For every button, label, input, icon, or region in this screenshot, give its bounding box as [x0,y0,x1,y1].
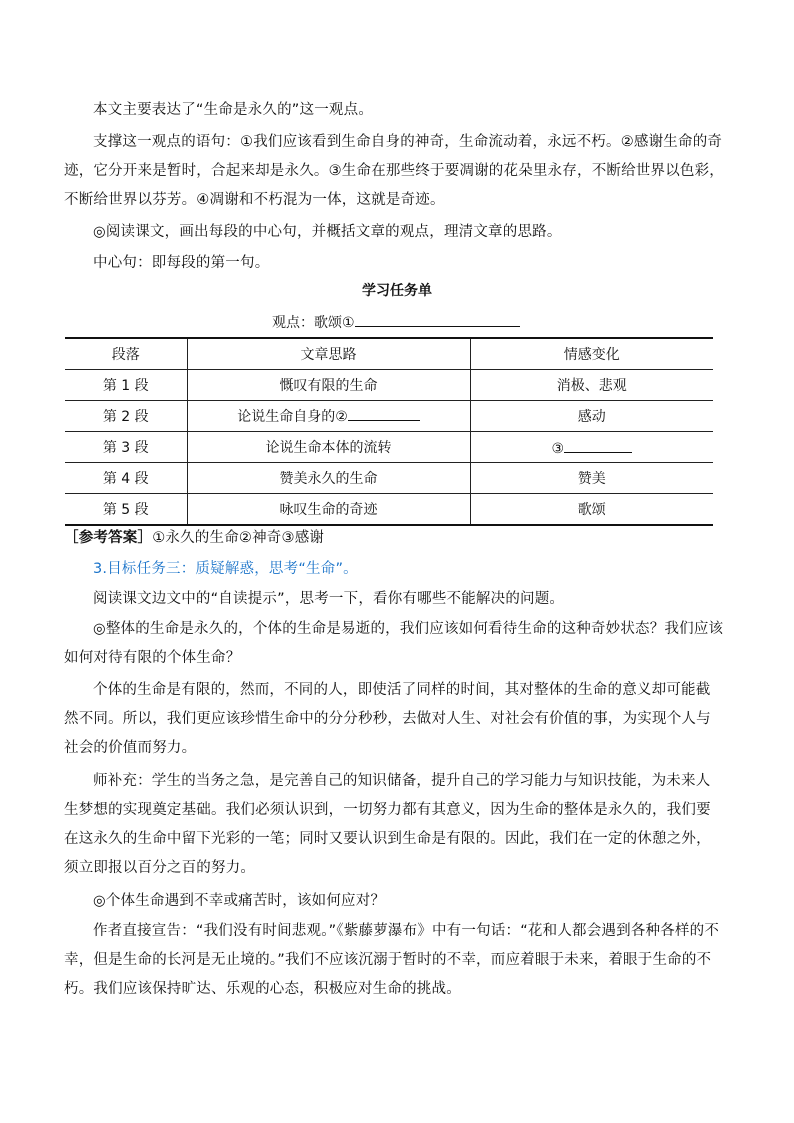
table-row [65,463,713,494]
header-emotion: 情感变化 [470,338,713,370]
task3-heading: 3.目标任务三：质疑解惑，思考“生命”。 [93,561,358,577]
cell-paragraph: 第 2 段 [65,401,187,432]
table-row [65,494,713,526]
cell-emotion [470,432,713,463]
cell-emotion: 感动 [470,401,713,432]
cell-paragraph: 第 1 段 [65,370,187,401]
cell-paragraph: 第 4 段 [65,463,187,494]
cell-idea: 咏叹生命的奇迹 [187,494,470,526]
cell-idea: 赞美永久的生命 [187,463,470,494]
viewpoint-line [272,312,520,333]
answer-blank-3 [564,438,632,453]
author-declaration: 作者直接宣告：“我们没有时间悲观。”《紫藤萝瀑布》中有一句话：“花和人都会遇到各种各样的不幸，但是生命的长河是无止境的。”我们不应该沉溺于暂时的不幸，而应着眼于未来，着眼于生命的不朽。我们应该保持旷达、乐观的心态，积极应对生命的挑战。 [64,923,720,997]
table-row [65,432,713,463]
question-misfortune: ◎个体生命遇到不幸或痛苦时，该如何应对？ [93,893,386,909]
reading-instruction: ◎阅读课文，画出每段的中心句，并概括文章的观点，理清文章的思路。 [93,224,562,240]
question-life-state: ◎整体的生命是永久的，个体的生命是易逝的，我们应该如何看待生命的这种奇妙状态？我们应该如何对待有限的个体生命？ [64,621,724,666]
cell-idea-text: 论说生命自身的② [237,409,348,425]
task-sheet-title: 学习任务单 [362,283,432,299]
cell-emotion: 歌颂 [470,494,713,526]
main-idea-paragraph: 本文主要表达了“生命是永久的”这一观点。 [93,102,374,118]
cell-emotion: 消极、悲观 [470,370,713,401]
table-row [65,370,713,401]
cell-paragraph: 第 3 段 [65,432,187,463]
table-row [65,401,713,432]
cell-idea: 论说生命本体的流转 [187,432,470,463]
central-sentence-note: 中心句：即每段的第一句。 [93,255,270,271]
self-reading-prompt: 阅读课文边文中的“自读提示”，思考一下，看你有哪些不能解决的问题。 [93,591,565,607]
header-paragraph: 段落 [65,338,187,370]
viewpoint-label: 观点：歌颂① [272,315,355,331]
cell-idea: 慨叹有限的生命 [187,370,470,401]
reference-answer [64,524,724,553]
supporting-sentences-paragraph: 支撑这一观点的语句：①我们应该看到生命自身的神奇，生命流动着，永远不朽。②感谢生命的奇迹，它分开来是暂时，合起来却是永久。③生命在那些终于要凋谢的花朵里永存，不断给世界以色彩，不断给世界以芬芳。④凋谢和不朽混为一体，这就是奇迹。 [64,134,724,208]
cell-emotion-text: ③ [551,440,565,457]
table-header-row [65,338,713,370]
task-sheet-table [65,337,713,526]
header-idea: 文章思路 [187,338,470,370]
cell-emotion: 赞美 [470,463,713,494]
answer-blank-2 [348,406,420,421]
teacher-supplement: 师补充：学生的当务之急，是完善自己的知识储备，提升自己的学习能力与知识技能，为未来人生梦想的实现奠定基础。我们必须认识到，一切努力都有其意义，因为生命的整体是永久的，我们要在这永久的生命中留下光彩的一笔；同时又要认识到生命是有限的。因此，我们在一定的休憩之外，须立即报以百分之百的努力。 [64,773,711,876]
viewpoint-blank [355,312,520,327]
reference-answer-label: ［参考答案］ [64,530,153,546]
cell-idea [187,401,470,432]
reference-answer-text: ①永久的生命②神奇③感谢 [152,530,325,546]
cell-paragraph: 第 5 段 [65,494,187,526]
answer-individual-life: 个体的生命是有限的，然而，不同的人，即使活了同样的时间，其对整体的生命的意义却可能截然不同。所以，我们更应该珍惜生命中的分分秒秒，去做对人生、对社会有价值的事，为实现个人与社会的价值而努力。 [64,682,711,756]
